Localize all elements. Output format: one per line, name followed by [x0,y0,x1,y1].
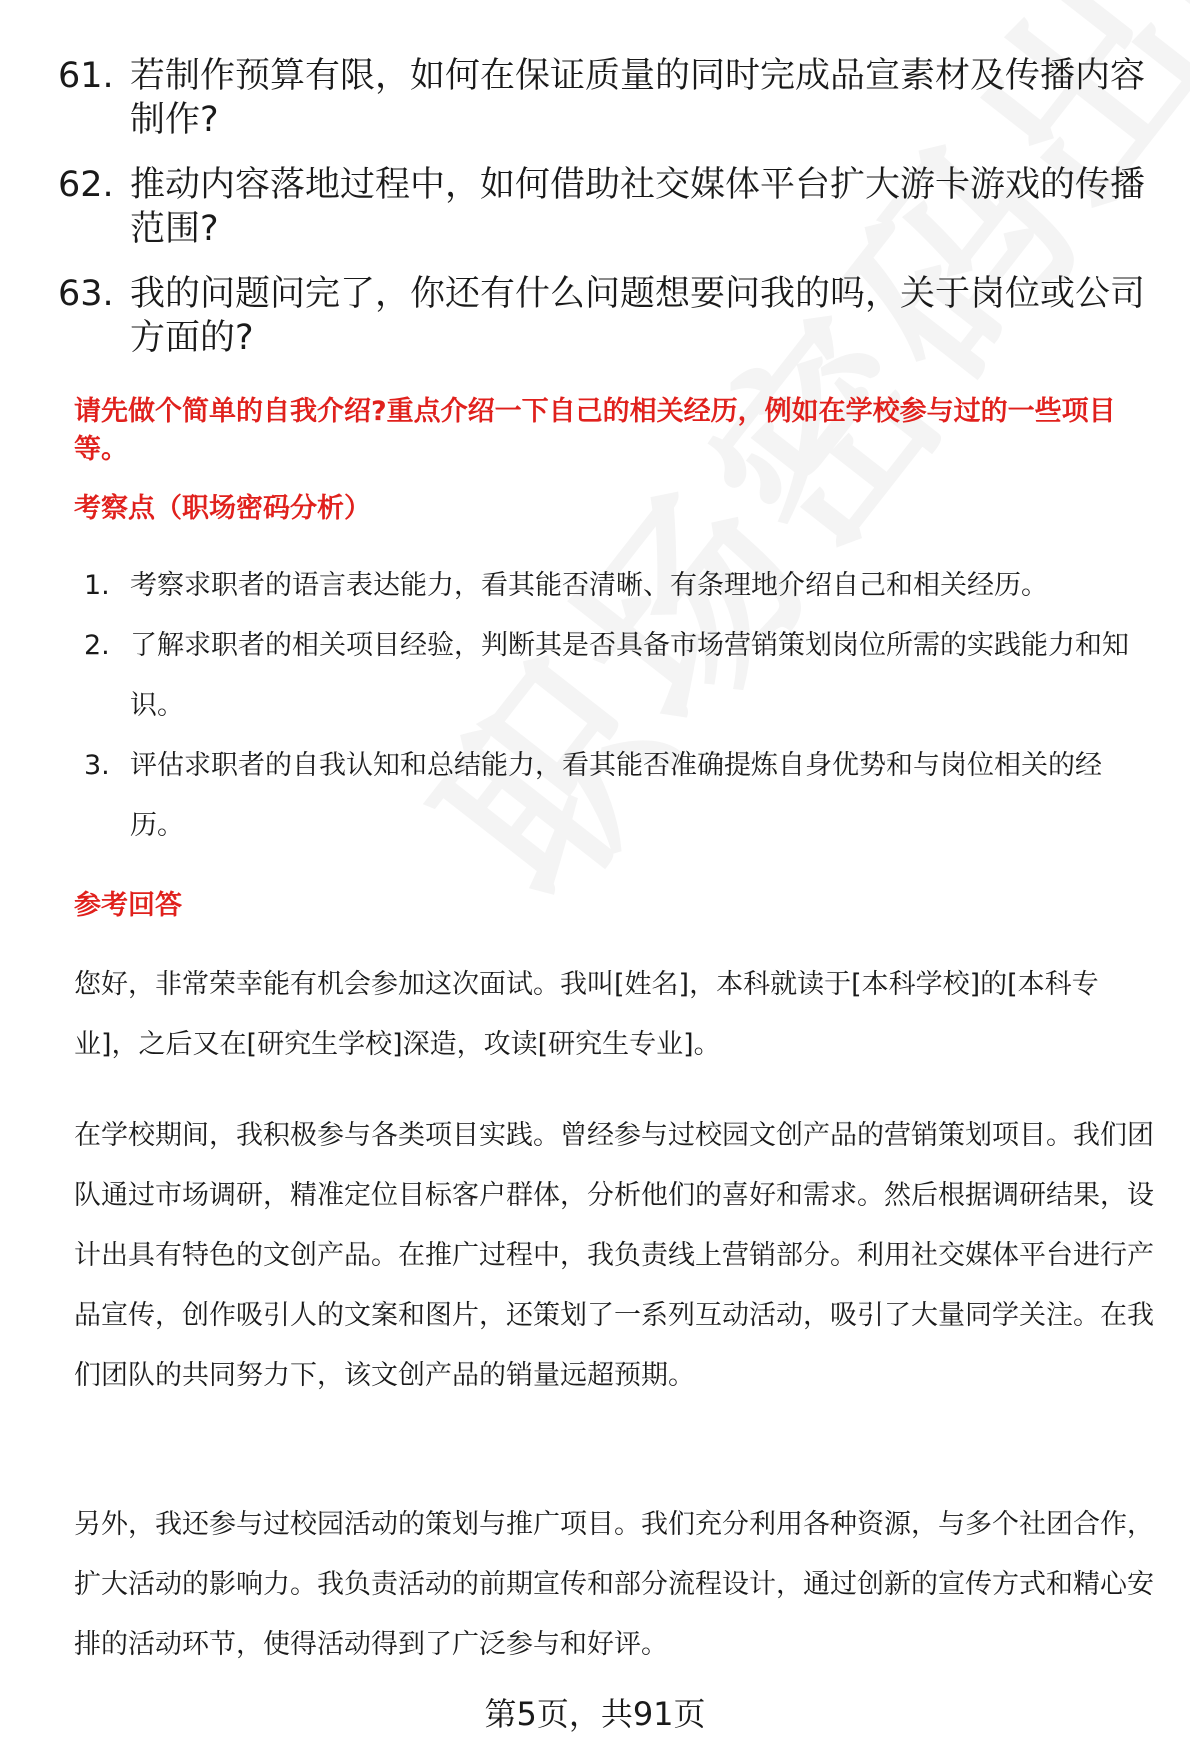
question-text: 若制作预算有限，如何在保证质量的同时完成品宣素材及传播内容制作? [130,56,1146,140]
question-list [58,54,1148,381]
question-number: 62. [58,165,114,205]
question-number: 61. [58,56,114,96]
point-number: 3. [84,750,110,781]
page-number-footer: 第5页，共91页 [484,1695,706,1733]
answer-paragraph: 您好，非常荣幸能有机会参加这次面试。我叫[姓名]，本科就读于[本科学校]的[本科专业]，之后又在[研究生学校]深造，攻读[研究生专业]。 [74,969,1099,1060]
points-list [84,556,1154,856]
question-number: 63. [58,274,114,314]
question-text: 推动内容落地过程中，如何借助社交媒体平台扩大游卡游戏的传播范围? [130,165,1146,249]
point-item [84,616,1154,736]
point-item [84,556,1154,616]
question-item [58,54,1148,142]
answer-paragraph: 在学校期间，我积极参与各类项目实践。曾经参与过校园文创产品的营销策划项目。我们团队通过市场调研，精准定位目标客户群体，分析他们的喜好和需求。然后根据调研结果，设计出具有特色的文创产品。在推广过程中，我负责线上营销部分。利用社交媒体平台进行产品宣传，创作吸引人的文案和图片，还策划了一系列互动活动，吸引了大量同学关注。在我们团队的共同努力下，该文创产品的销量远超预期。 [74,1120,1154,1391]
points-section-title: 考察点（职场密码分析） [74,493,371,524]
point-number: 1. [84,570,110,601]
answer-section-title: 参考回答 [74,890,182,921]
point-text: 了解求职者的相关项目经验，判断其是否具备市场营销策划岗位所需的实践能力和知识。 [130,630,1129,721]
question-item [58,163,1148,251]
question-item [58,272,1148,360]
question-text: 我的问题问完了，你还有什么问题想要问我的吗，关于岗位或公司方面的? [130,274,1146,358]
point-text: 评估求职者的自我认知和总结能力，看其能否准确提炼自身优势和与岗位相关的经历。 [130,750,1102,841]
point-text: 考察求职者的语言表达能力，看其能否清晰、有条理地介绍自己和相关经历。 [130,570,1048,601]
point-number: 2. [84,630,110,661]
answer-paragraph: 另外，我还参与过校园活动的策划与推广项目。我们充分利用各种资源，与多个社团合作，扩大活动的影响力。我负责活动的前期宣传和部分流程设计，通过创新的宣传方式和精心安排的活动环节，使得活动得到了广泛参与和好评。 [74,1509,1154,1660]
point-item [84,736,1154,856]
main-question-heading: 请先做个简单的自我介绍?重点介绍一下自己的相关经历，例如在学校参与过的一些项目等。 [74,396,1116,465]
